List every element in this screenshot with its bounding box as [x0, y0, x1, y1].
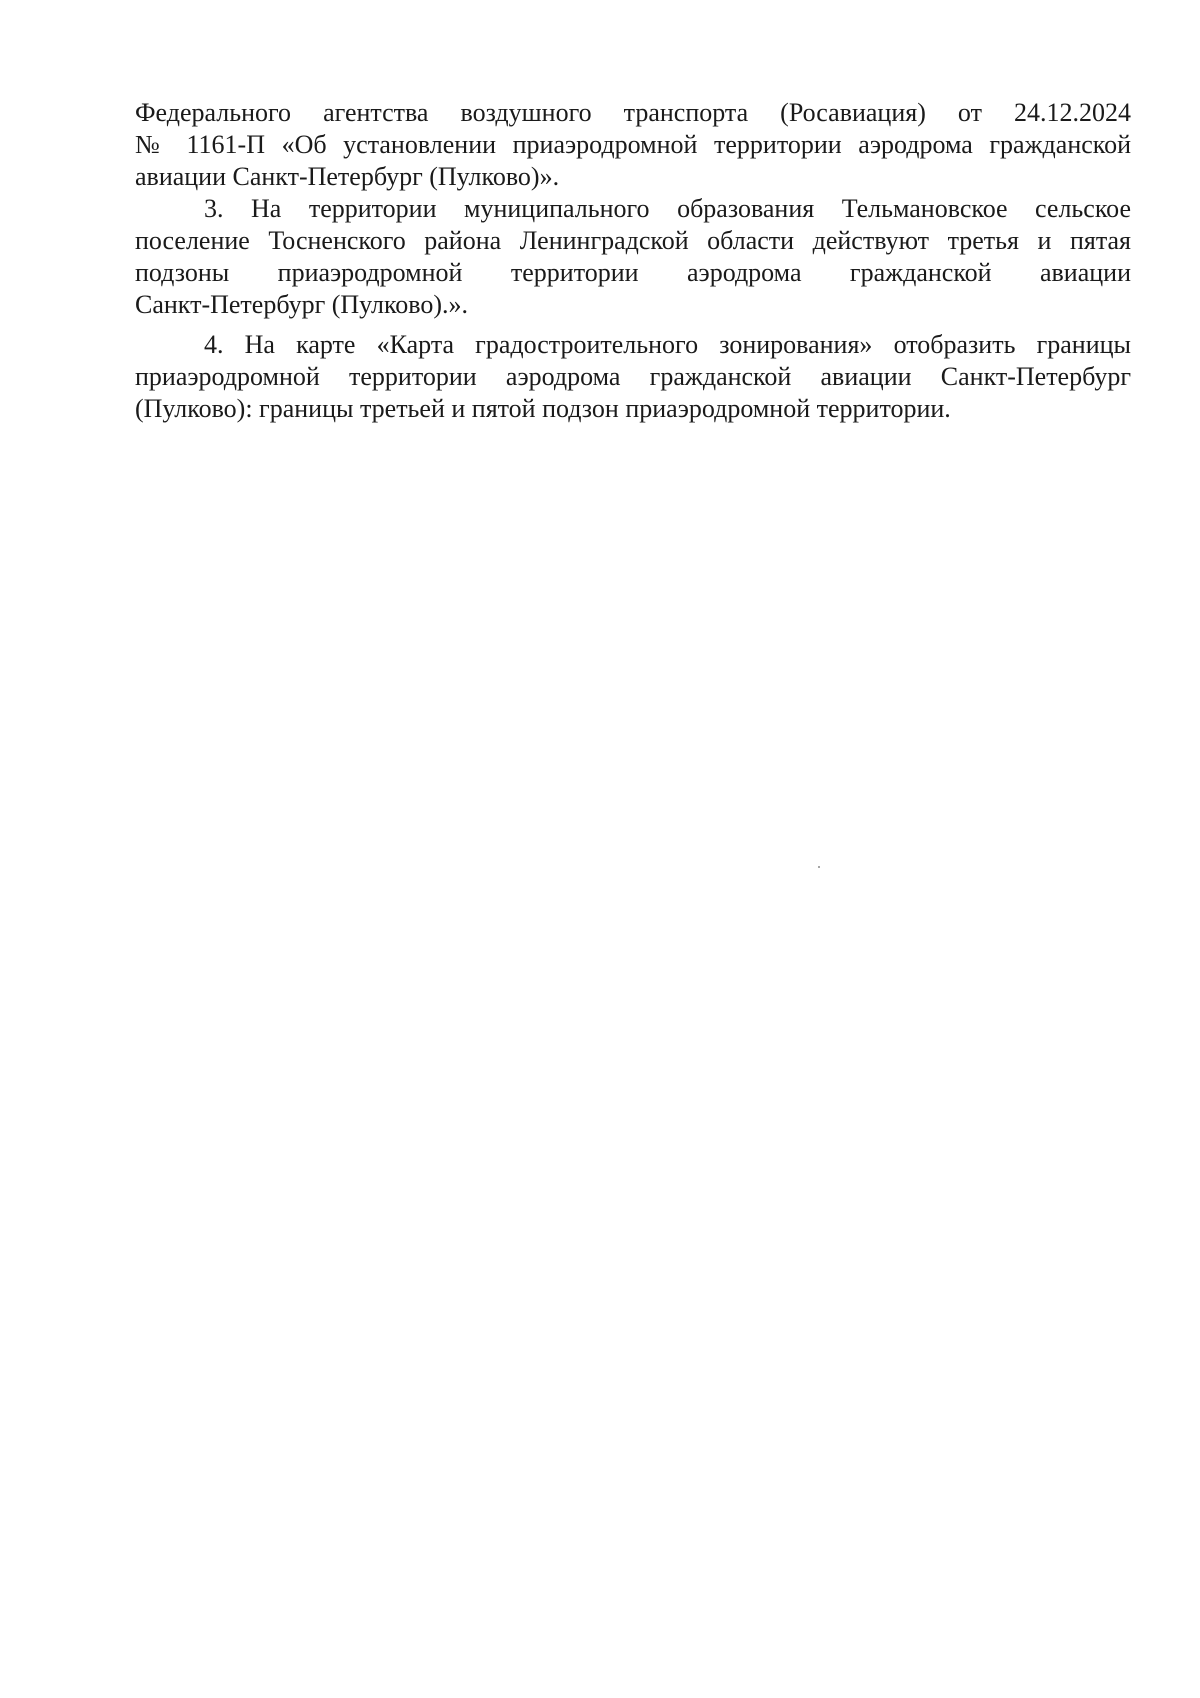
text-line: № 1161-П «Об установлении приаэродромной территории аэродрома гражданской: [135, 130, 1131, 159]
text-line: подзоны приаэродромной территории аэродрома гражданской авиации: [135, 258, 1131, 287]
paragraph-spacing: [135, 321, 1131, 329]
text-line: (Пулково): границы третьей и пятой подзон приаэродромной территории.: [135, 394, 951, 423]
text-line: авиации Санкт-Петербург (Пулково)».: [135, 162, 560, 191]
paragraph-rosaviatsiya-order: [135, 97, 1131, 193]
text-line: Санкт-Петербург (Пулково).».: [135, 290, 469, 319]
text-line: поселение Тосненского района Ленинградской области действуют третья и пятая: [135, 226, 1131, 255]
paragraph-item-4: [135, 329, 1131, 425]
text-line: 3. На территории муниципального образования Тельмановское сельское: [204, 194, 1131, 223]
text-line: 4. На карте «Карта градостроительного зонирования» отобразить границы: [204, 330, 1131, 359]
document-body: [135, 97, 1131, 425]
paragraph-item-3: [135, 193, 1131, 321]
scan-speck: [818, 866, 820, 868]
text-line: приаэродромной территории аэродрома гражданской авиации Санкт-Петербург: [135, 362, 1131, 391]
text-line: Федерального агентства воздушного транспорта (Росавиация) от 24.12.2024: [135, 98, 1131, 127]
